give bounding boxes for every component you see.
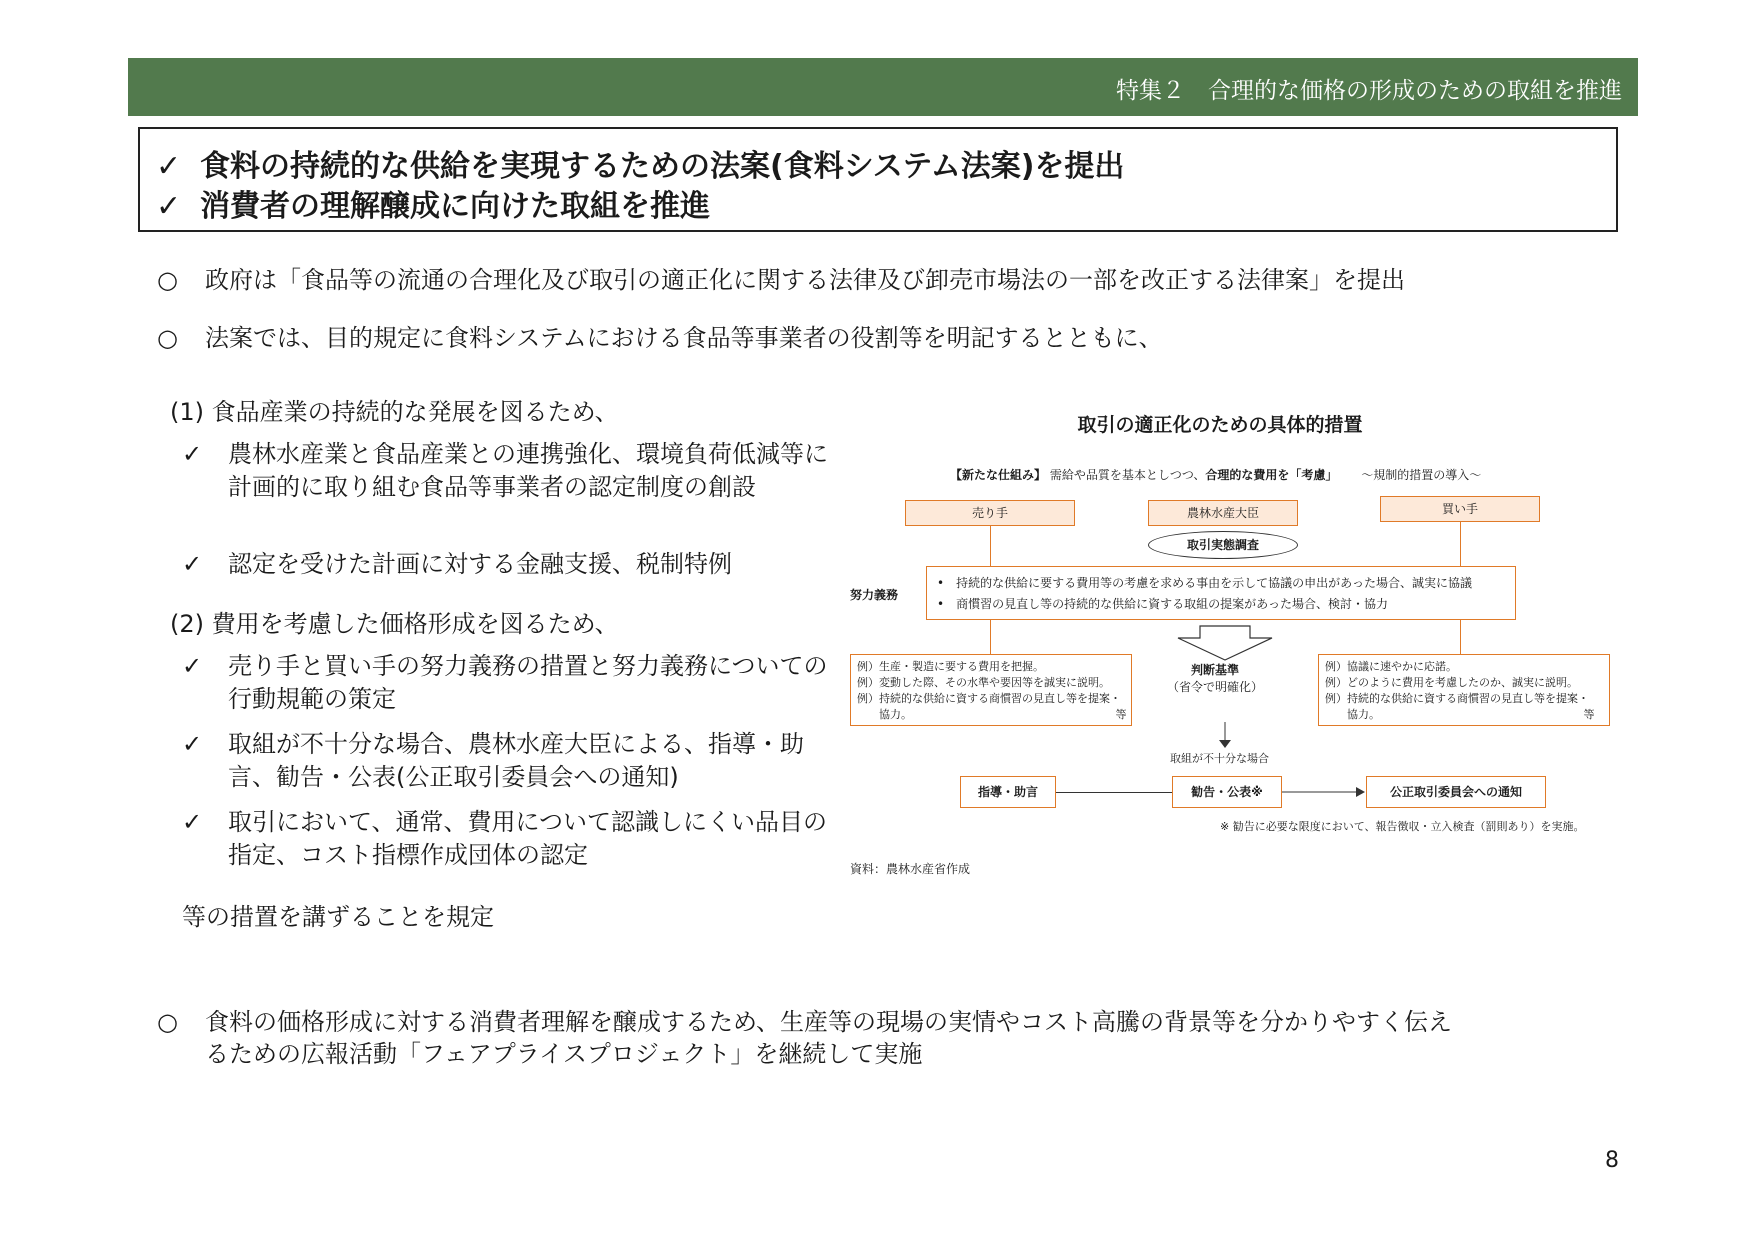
circle-icon: ○ [157,266,178,294]
effort-line-2: • 商慣習の見直し等の持続的な供給に資する取組の提案があった場合、検討・協力 [937,597,1388,611]
buyer-box: 買い手 [1380,496,1540,522]
header-bar [128,58,1638,116]
ftc-notice-box: 公正取引委員会への通知 [1366,776,1546,808]
check-icon: ✓ [156,149,182,184]
bullet-1: ○ 政府は「食品等の流通の合理化及び取引の適正化に関する法律及び卸売市場法の一部を改正する法律案」を提出 [157,266,1405,294]
section-1-item-2: ✓ 認定を受けた計画に対する金融支援、税制特例 [182,548,822,581]
circle-icon: ○ [157,324,178,352]
section-1-item-1: ✓ 農林水産業と食品産業との連携強化、環境負荷低減等に計画的に取り組む食品等事業者の認定制度の創設 [182,440,828,501]
bullet-2: ○ 法案では、目的規定に食料システムにおける食品等事業者の役割等を明記するとともに、 [157,324,1163,352]
diagram-title: 取引の適正化のための具体的措置 [1077,414,1363,436]
check-icon: ✓ [182,730,203,758]
diagram-note: ※ 勧告に必要な限度において、報告徴収・立入検査（罰則あり）を実施。 [1220,820,1585,833]
circle-icon: ○ [157,1008,178,1036]
insufficient-label: 取組が不十分な場合 [1170,752,1269,765]
seller-box: 売り手 [905,500,1075,526]
buyer-examples-box: 例）協議に速やかに応諾。 例）どのように費用を考慮したのか、誠実に説明。 例）持続的な供給に資する商慣習の見直し等を提案・ 協力。 等 [1318,654,1610,726]
effort-box [926,566,1516,620]
down-arrow-small-icon [1200,722,1250,750]
section-2-heading: (2) 費用を考慮した価格形成を図るため、 [170,610,619,638]
check-icon: ✓ [182,440,203,468]
check-icon: ✓ [156,189,182,224]
summary-line-2: ✓ 消費者の理解醸成に向けた取組を推進 [156,189,710,224]
closing-text: 等の措置を講ずることを規定 [182,903,494,931]
buyer-connector [1460,522,1461,566]
guidance-box: 指導・助言 [960,776,1056,808]
seller-connector [990,526,991,566]
summary-box [138,127,1618,232]
seller-examples-box: 例）生産・製造に要する費用を把握。 例）変動した際、その水準や要因等を誠実に説明。 例）持続的な供給に資する商慣習の見直し等を提案・ 協力。 等 [850,654,1132,726]
header-title: 特集２ 合理的な価格の形成のための取組を推進 [1116,78,1622,104]
summary-line-1: ✓ 食料の持続的な供給を実現するための法案(食料システム法案)を提出 [156,149,1125,184]
measures-diagram [830,400,1610,890]
minister-box: 農林水産大臣 [1148,500,1298,526]
check-icon: ✓ [182,550,203,578]
right-arrow-icon [1282,786,1366,798]
seller-example-connector [990,620,991,654]
effort-line-1: • 持続的な供給に要する費用等の考慮を求める事由を示して協議の申出があった場合、誠実に協議 [937,576,1472,590]
page-number: 8 [1605,1148,1619,1173]
action-connector-1 [1056,792,1172,793]
bullet-3-cont: るための広報活動「フェアプライスプロジェクト」を継続して実施 [205,1040,923,1068]
diagram-source: 資料：農林水産省作成 [850,862,971,876]
section-2-item-3: ✓ 取引において、通常、費用について認識しにくい品目の指定、コスト指標作成団体の認定 [182,808,828,869]
section-1-heading: (1) 食品産業の持続的な発展を図るため、 [170,398,619,426]
recommendation-box: 勧告・公表※ [1172,776,1282,808]
bullet-3: ○ 食料の価格形成に対する消費者理解を醸成するため、生産等の現場の実情やコスト高騰の背景等を分かりやすく伝え [157,1008,1453,1036]
down-arrow-icon [1170,624,1280,664]
section-2-item-2: ✓ 取組が不十分な場合、農林水産大臣による、指導・助言、勧告・公表(公正取引委員会への通知) [182,730,804,791]
check-icon: ✓ [182,808,203,836]
survey-oval: 取引実態調査 [1148,531,1298,559]
check-icon: ✓ [182,652,203,680]
buyer-example-connector [1460,620,1461,654]
criteria-label: 判断基準 （省令で明確化） [1166,663,1263,694]
diagram-subtitle: 【新たな仕組み】 需給や品質を基本としつつ、合理的な費用を「考慮」 ～規制的措置の導入～ [950,468,1482,482]
section-2-item-1: ✓ 売り手と買い手の努力義務の措置と努力義務についての行動規範の策定 [182,652,828,713]
effort-label: 努力義務 [850,588,899,602]
